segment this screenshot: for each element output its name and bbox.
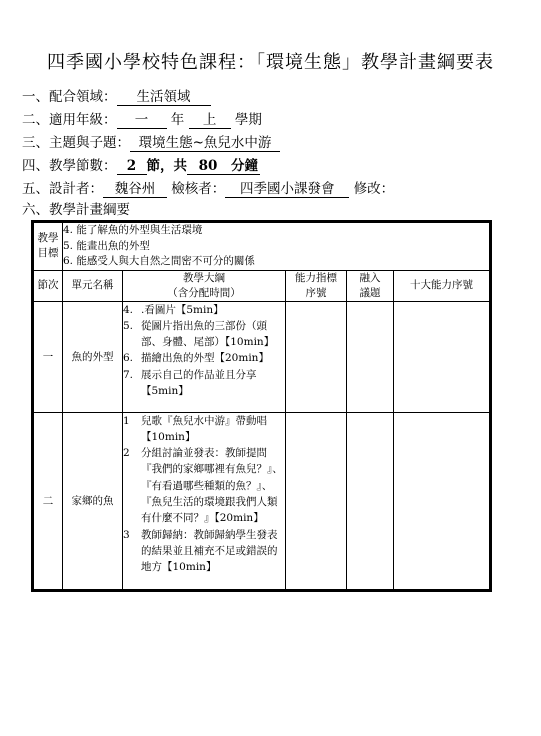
row-unit: 魚的外型 [63,301,123,412]
step-number: 7. [123,368,134,381]
periods-value: 2 [117,158,147,175]
goals-label: 教學目標 [33,222,63,271]
row-ten-abilities [394,301,491,412]
step-item [123,302,285,318]
header-outline-line2: （含分配時間） [167,286,241,299]
row-steps [123,301,286,412]
row-ability [286,412,347,590]
goals-cell [63,222,491,271]
step-number: 6. [123,352,134,365]
step-text: 分組討論並發表：教師提問『我們的家鄉哪裡有魚兒？』、『有看過哪些種類的魚？』、『魚兒生活的環境跟我們人類有什麼不同？』【20min】 [141,447,283,525]
info-domain [22,85,211,106]
info-periods [22,154,260,175]
goal-item: 5. 能畫出魚的外型 [63,239,150,252]
table-row [33,412,491,590]
table-row [33,301,491,412]
step-text: 兒歌『魚兒水中游』帶動唱【10min】 [141,414,267,443]
topic-value: 環境生態~魚兒水中游 [130,131,280,152]
header-ten-abilities: 十大能力序號 [394,270,491,301]
row-ability [286,301,347,412]
step-text: 教師歸納：教師歸納學生發表的結果並且補充不足或錯誤的地方【10min】 [141,528,278,574]
row-period: 一 [33,301,63,412]
periods-label: 四、教學節數： [22,158,117,174]
step-text: 從圖片指出魚的三部份（頭部、身體、尾部）【10min】 [141,319,275,349]
header-outline [123,270,286,301]
outline-label: 六、教學計畫綱要 [22,202,130,218]
step-number: 1 [123,414,130,427]
header-outline-line1: 教學大綱 [183,271,225,284]
info-outline [22,198,130,218]
step-item [123,350,285,366]
step-number: 4. [123,303,134,316]
step-text: .看圖片【5min】 [141,303,224,316]
plan-table [31,220,492,592]
periods-unit: 節，共 [146,158,187,174]
semester-value: 上 [189,108,231,129]
goal-item: 6. 能感受人與大自然之間密不可分的關係 [63,255,255,267]
header-integrate: 融入議題 [347,270,394,301]
row-unit: 家鄉的魚 [63,412,123,590]
goal-item: 4. 能了解魚的外型與生活環境 [63,224,203,236]
info-designer [22,177,394,198]
step-item [123,413,285,446]
goals-row [33,222,491,271]
info-grade [22,108,262,129]
row-integrate [347,301,394,412]
grade-label: 二、適用年級： [22,112,117,128]
grade-value: 一 [117,108,167,129]
step-item [123,367,285,400]
page-title: 四季國小學校特色課程：「環境生態」教學計畫綱要表 [47,52,494,73]
topic-label: 三、主題與子題： [22,135,130,151]
step-item [123,318,285,351]
header-row [33,270,491,301]
step-number: 3 [123,528,130,541]
reviewer-value: 四季國小課發會 [225,177,349,198]
domain-value: 生活領域 [117,85,211,106]
row-ten-abilities [394,412,491,590]
row-integrate [347,412,394,590]
grade-year: 年 [170,112,185,128]
step-item [123,445,285,526]
info-topic [22,131,280,152]
step-item [123,527,285,576]
row-period: 二 [33,412,63,590]
row-steps [123,412,286,590]
designer-label: 五、設計者： [22,181,103,197]
header-period: 節次 [33,270,63,301]
minutes-value: 80 [187,158,229,175]
step-text: 展示自己的作品並且分享【5min】 [141,368,257,397]
domain-label: 一、配合領域： [22,89,117,105]
semester-label: 學期 [234,112,262,128]
header-ability: 能力指標序號 [286,270,347,301]
revise-label: 修改： [353,181,395,197]
reviewer-label: 檢核者： [171,181,226,197]
step-number: 2 [123,447,130,460]
step-text: 描繪出魚的外型【20min】 [141,352,269,365]
designer-value: 魏谷州 [103,177,167,198]
minutes-unit: 分鐘 [229,154,260,175]
step-number: 5. [123,319,134,332]
header-unit: 單元名稱 [63,270,123,301]
